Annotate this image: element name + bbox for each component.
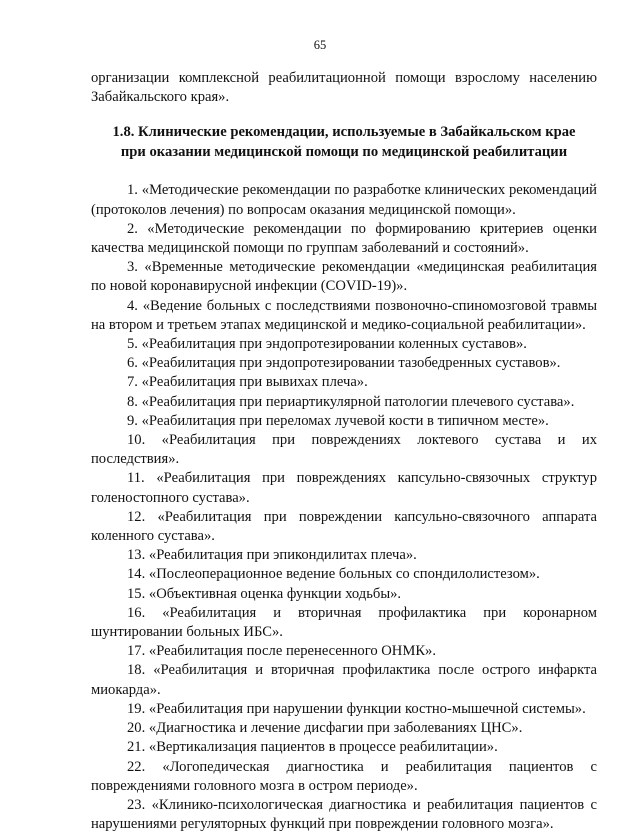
list-item: 19. «Реабилитация при нарушении функции костно-мышечной системы». bbox=[127, 700, 586, 717]
list-item: 18. «Реабилитация и вторичная профилактика после острого инфаркта миокарда». bbox=[91, 662, 597, 698]
list-item: 9. «Реабилитация при переломах лучевой кости в типичном месте». bbox=[127, 412, 549, 429]
list-item: 13. «Реабилитация при эпикондилитах плеча». bbox=[127, 547, 417, 564]
list-item: 15. «Объективная оценка функции ходьбы». bbox=[127, 585, 402, 602]
page-content bbox=[91, 69, 597, 834]
list-item: 10. «Реабилитация при повреждениях локтевого сустава и их последствия». bbox=[91, 432, 597, 468]
section-heading-line-1: 1.8. Клинические рекомендации, используемые в Забайкальском крае bbox=[112, 124, 576, 141]
list-item: 12. «Реабилитация при повреждении капсульно-связочного аппарата коленного сустава». bbox=[91, 508, 597, 545]
list-item: 22. «Логопедическая диагностика и реабилитация пациентов с повреждениями головного мозга в остром периоде». bbox=[91, 758, 597, 794]
list-item: 2. «Методические рекомендации по формированию критериев оценки качества медицинской помощи по группам заболеваний и состояний». bbox=[91, 220, 597, 257]
list-item: 20. «Диагностика и лечение дисфагии при заболеваниях ЦНС». bbox=[127, 720, 523, 737]
list-item: 3. «Временные методические рекомендации «медицинская реабилитация по новой коронавирусной инфекции (COVID-19)». bbox=[91, 259, 597, 295]
intro-paragraph: организации комплексной реабилитационной помощи взрослому населению Забайкальского края». bbox=[91, 70, 597, 106]
section-heading-line-2: при оказании медицинской помощи по медицинской реабилитации bbox=[120, 143, 568, 160]
list-item: 7. «Реабилитация при вывихах плеча». bbox=[127, 374, 368, 391]
list-item: 1. «Методические рекомендации по разработке клинических рекомендаций (протоколов лечения) по вопросам оказания медицинской помощи». bbox=[91, 182, 597, 218]
recommendations-list bbox=[91, 181, 597, 834]
list-item: 4. «Ведение больных с последствиями позвоночно-спиномозговой травмы на втором и третьем этапах медицинской и медико-социальной реабилитации». bbox=[91, 297, 597, 333]
list-item: 21. «Вертикализация пациентов в процессе реабилитации». bbox=[127, 739, 498, 756]
list-item: 5. «Реабилитация при эндопротезировании коленных суставов». bbox=[127, 336, 527, 353]
section-heading bbox=[91, 123, 597, 162]
list-item: 16. «Реабилитация и вторичная профилактика при коронарном шунтировании больных ИБС». bbox=[91, 604, 597, 641]
list-item: 6. «Реабилитация при эндопротезировании тазобедренных суставов». bbox=[127, 355, 561, 372]
list-item: 14. «Послеоперационное ведение больных со спондилолистезом». bbox=[127, 566, 540, 583]
list-item: 17. «Реабилитация после перенесенного ОНМК». bbox=[127, 643, 437, 660]
page-number: 65 bbox=[313, 38, 327, 52]
list-item: 8. «Реабилитация при периартикулярной патологии плечевого сустава». bbox=[127, 393, 575, 410]
list-item: 11. «Реабилитация при повреждениях капсульно-связочных структур голеностопного сустава». bbox=[91, 470, 597, 506]
list-item: 23. «Клинико-психологическая диагностика и реабилитация пациентов с нарушениями регуляторных функций при повреждении головного мозга». bbox=[91, 796, 597, 833]
